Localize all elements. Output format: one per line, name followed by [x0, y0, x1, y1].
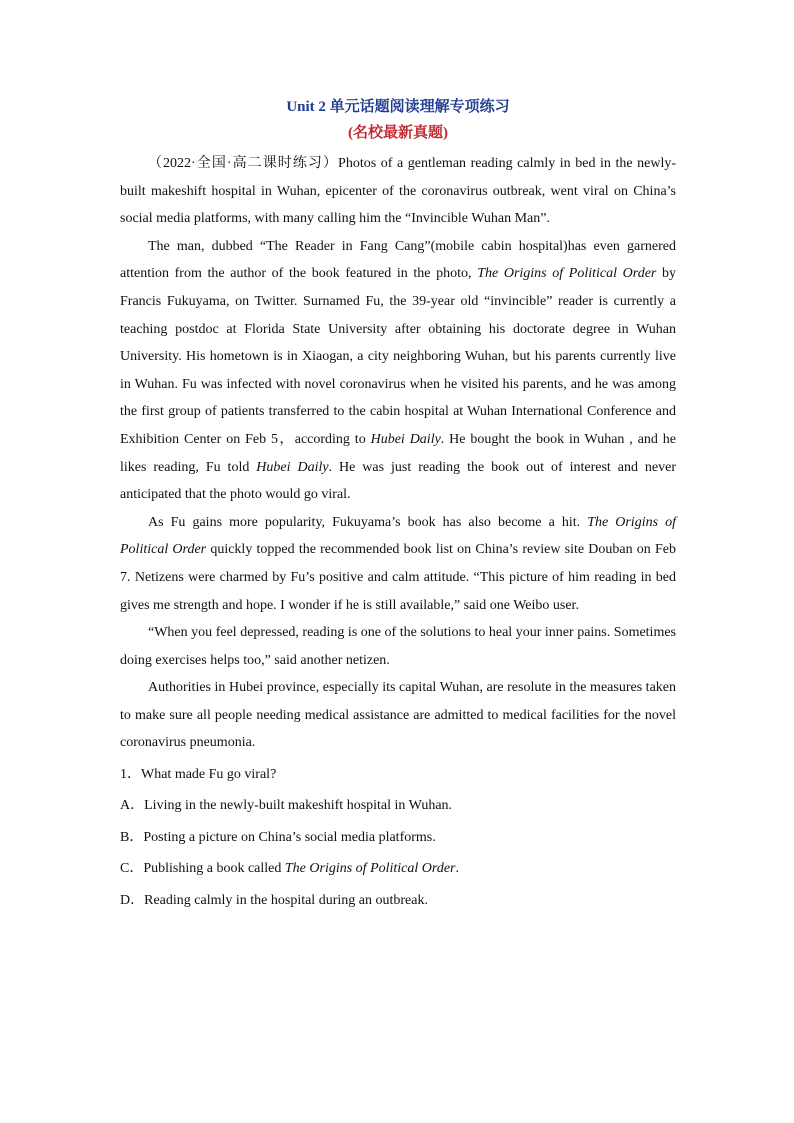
paragraph-1-text: Photos of a gentleman reading calmly in bed in the newly-built makeshift hospital in Wuhan, epicenter of the coronavirus outbreak, went viral on China’s social media platforms, with many calling him the “Invincible Wuhan Man”. [120, 156, 677, 227]
paragraph-2 [120, 233, 676, 509]
document-page [120, 96, 676, 915]
option-letter: B． [120, 829, 144, 845]
paragraph-3 [120, 509, 676, 619]
option-letter: D． [120, 892, 145, 908]
option-text: Reading calmly in the hospital during an outbreak. [144, 892, 428, 908]
book-title: The Origins of Political Order [477, 266, 657, 282]
paragraph-3-text-a: As Fu gains more popularity, Fukuyama’s book has also become a hit. [148, 514, 588, 530]
option-c [120, 855, 676, 884]
option-text-end: . [455, 861, 459, 877]
paragraph-4: “When you feel depressed, reading is one of the solutions to heal your inner pains. Sometimes doing exercises helps too,” said another netizen. [120, 625, 676, 668]
document-title: Unit 2 单元话题阅读理解专项练习 [286, 99, 510, 115]
paragraph-2-text-d: . He was just reading the book out of interest and never anticipated that the photo would go viral. [120, 459, 676, 503]
paragraph-2-text-b: by Francis Fukuyama, on Twitter. Surnamed Fu, the 39-year old “invincible” reader is currently a teaching postdoc at Florida State University after obtaining his doctorate degree in Wuhan University. His hometown is in Xiaogan, a city neighboring Wuhan, but his parents currently live in Wuhan. Fu was infected with novel coronavirus when he visited his parents, and he was among the first group of patients transferred to the cabin hospital at Wuhan International Conference and Exhibition Center on Feb 5，according to [120, 266, 677, 447]
paragraph-3-text-b: quickly topped the recommended book list on China’s review site Douban on Feb 7. Netizens were charmed by Fu’s positive and calm attitude. “This picture of him reading in bed gives me strength and hope. I wonder if he is still available,” said one Weibo user. [120, 542, 677, 613]
paragraph-1 [120, 150, 676, 233]
newspaper-name: Hubei Daily [370, 431, 441, 447]
newspaper-name: Hubei Daily [256, 459, 329, 475]
option-a [120, 792, 676, 821]
source-label: （2022·全国·高二课时练习） [148, 156, 339, 171]
book-title: The Origins of Political Order [120, 514, 676, 558]
option-text: Living in the newly-built makeshift hospital in Wuhan. [144, 798, 453, 814]
option-d [120, 887, 676, 916]
question-1: 1．What made Fu go viral? [120, 767, 277, 783]
option-b [120, 824, 676, 853]
paragraph-5: Authorities in Hubei province, especially its capital Wuhan, are resolute in the measures taken to make sure all people needing medical assistance are admitted to medical facilities for the novel coronavirus pneumonia. [120, 680, 676, 751]
document-subtitle: (名校最新真题) [348, 125, 448, 141]
paragraph-2-text-a: The man, dubbed “The Reader in Fang Cang”(mobile cabin hospital)has even garnered attention from the author of the book featured in the photo, [120, 238, 676, 282]
option-letter: A． [120, 798, 145, 814]
option-text: Publishing a book called [143, 861, 285, 877]
option-letter: C． [120, 861, 144, 877]
option-text: Posting a picture on China’s social media platforms. [143, 829, 436, 845]
book-title: The Origins of Political Order [284, 861, 456, 877]
paragraph-2-text-c: . He bought the book in Wuhan , and he likes reading, Fu told [120, 431, 676, 475]
